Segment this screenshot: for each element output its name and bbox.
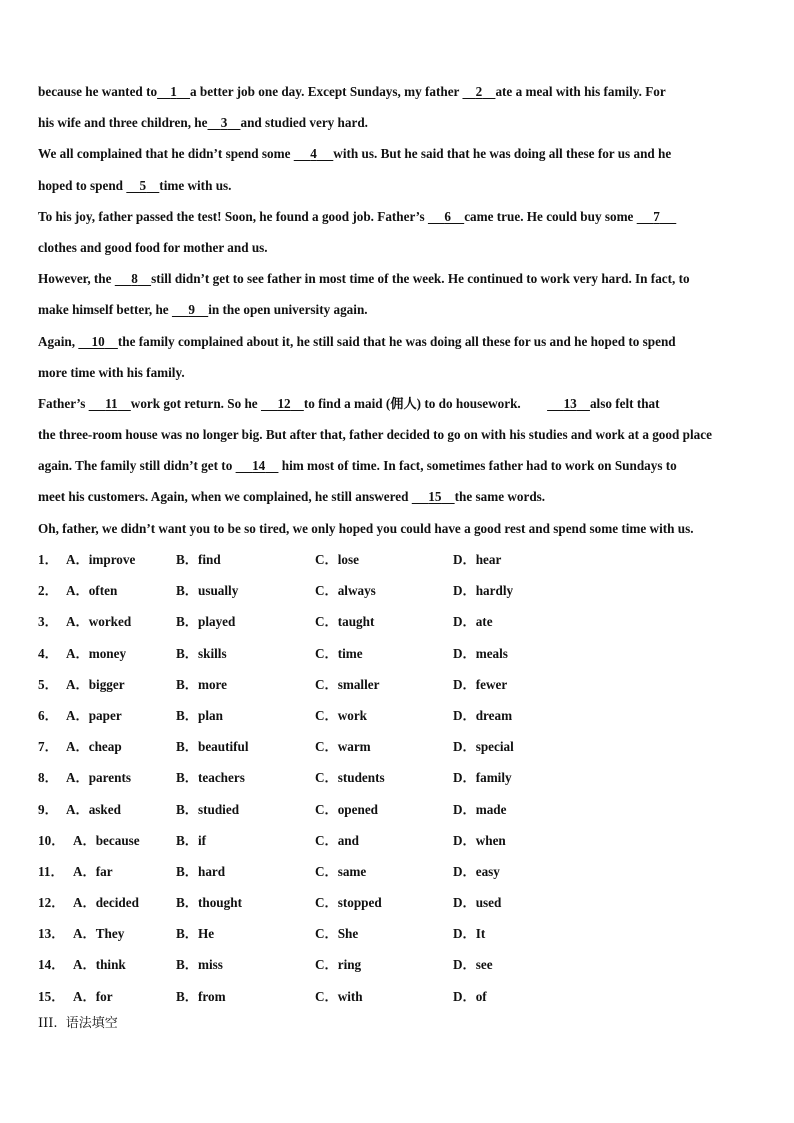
passage-text: him most of time. In fact, sometimes father had to work on Sundays to (278, 458, 677, 474)
question-number: 14． (38, 957, 65, 973)
option-d[interactable]: D．used (453, 895, 502, 911)
question-number: 6． (38, 707, 58, 723)
option-a[interactable]: A．asked (66, 801, 121, 817)
option-b[interactable]: B．teachers (176, 770, 245, 786)
passage-line (38, 268, 758, 299)
option-b[interactable]: B．beautiful (176, 739, 249, 755)
question-row (38, 643, 758, 674)
question-number: 9． (38, 801, 58, 817)
passage-text: clothes and good food for mother and us. (38, 239, 268, 255)
option-d[interactable]: D．family (453, 770, 512, 786)
passage-text: meet his customers. Again, when we complained, he still answered (38, 489, 412, 505)
question-number: 8． (38, 770, 58, 786)
passage-text: in the open university again. (208, 302, 368, 318)
question-row (38, 580, 758, 611)
passage-line (38, 206, 758, 237)
option-d[interactable]: D．It (453, 926, 486, 942)
passage-line (38, 486, 758, 517)
question-row (38, 767, 758, 798)
passage-text: more time with his family. (38, 364, 185, 380)
question-row (38, 986, 758, 1017)
option-a[interactable]: A．often (66, 583, 118, 599)
option-d[interactable]: D．made (453, 801, 507, 817)
question-number: 11． (38, 863, 64, 879)
question-row (38, 799, 758, 830)
passage-text: Oh, father, we didn’t want you to be so tired, we only hoped you could have a good rest and spend some time with us. (38, 520, 694, 536)
option-b[interactable]: B．hard (176, 863, 226, 879)
option-b[interactable]: B．more (176, 676, 228, 692)
blank-15[interactable]: 15 (428, 489, 442, 505)
option-d[interactable]: D．dream (453, 707, 513, 723)
blank-13[interactable]: 13 (563, 395, 577, 411)
passage-line (38, 112, 758, 143)
passage-text: because he wanted to (38, 84, 158, 99)
option-a[interactable]: A．think (73, 957, 126, 973)
blank-5[interactable]: 5 (139, 177, 147, 193)
option-a[interactable]: A．far (73, 863, 113, 879)
passage-text: came true. He could buy some (464, 208, 637, 224)
passage-text: time with us. (159, 177, 232, 193)
passage-text: ate a meal with his family. For (495, 84, 666, 99)
blank-10[interactable]: 10 (91, 333, 105, 349)
option-c[interactable]: C．with (315, 988, 363, 1004)
option-a[interactable]: A．bigger (66, 676, 125, 692)
option-b[interactable]: B．find (176, 552, 221, 567)
passage-text: make himself better, he (38, 302, 172, 318)
question-row (38, 830, 758, 861)
passage-text: to find a maid (佣人) to do housework. (303, 395, 548, 411)
passage-text: Again, (38, 333, 79, 349)
passage-text: work got return. So he (130, 395, 261, 411)
option-c[interactable]: C．taught (315, 614, 375, 630)
question-row (38, 861, 758, 892)
passage-line (38, 175, 758, 206)
option-c[interactable]: C．same (315, 863, 367, 879)
passage-text: still didn’t get to see father in most time of the week. He continued to work very hard. In fact, to (151, 271, 690, 287)
question-number: 15． (38, 988, 65, 1004)
option-b[interactable]: B．studied (176, 801, 240, 817)
option-d[interactable]: D．when (453, 832, 506, 848)
option-c[interactable]: C．always (315, 583, 376, 599)
question-number: 12． (38, 895, 65, 911)
option-a[interactable]: A．because (73, 832, 140, 848)
option-b[interactable]: B．He (176, 926, 215, 942)
blank-3[interactable]: 3 (220, 115, 228, 131)
option-a[interactable]: A．parents (66, 770, 131, 786)
passage-line (38, 518, 758, 549)
question-number: 4． (38, 645, 58, 661)
question-row (38, 705, 758, 736)
cloze-passage (38, 81, 758, 549)
passage-text: We all complained that he didn’t spend some (38, 146, 294, 162)
option-a[interactable]: A．They (73, 926, 125, 942)
passage-text: the family complained about it, he still said that he was doing all these for us and he hoped to spend (117, 333, 676, 349)
passage-line (38, 237, 758, 268)
option-b[interactable]: B．skills (176, 645, 227, 661)
answer-options (38, 549, 758, 1017)
option-c[interactable]: C．smaller (315, 676, 380, 692)
option-c[interactable]: C．students (315, 770, 385, 786)
option-b[interactable]: B．plan (176, 707, 223, 723)
question-row (38, 674, 758, 705)
question-row (38, 923, 758, 954)
blank-14[interactable]: 14 (252, 458, 266, 474)
option-c[interactable]: C．She (315, 926, 359, 942)
option-d[interactable]: D．hear (453, 552, 502, 567)
section-heading: III. 语法填空 (38, 1016, 118, 1031)
passage-line (38, 299, 758, 330)
passage-text: the three-room house was no longer big. But after that, father decided to go on with his studies and work at a good place (38, 427, 712, 443)
option-a[interactable]: A．improve (66, 552, 136, 567)
passage-text: a better job one day. Except Sundays, my father (190, 84, 463, 99)
question-row (38, 611, 758, 642)
option-c[interactable]: C．stopped (315, 895, 382, 911)
blank-11[interactable]: 11 (105, 395, 118, 411)
passage-text: the same words. (454, 489, 546, 505)
option-a[interactable]: A．paper (66, 707, 122, 723)
option-c[interactable]: C．ring (315, 957, 362, 973)
option-d[interactable]: D．of (453, 988, 487, 1004)
passage-text: also felt that (589, 395, 660, 411)
option-a[interactable]: A．for (73, 988, 113, 1004)
option-c[interactable]: C．warm (315, 739, 371, 755)
blank-12[interactable]: 12 (277, 395, 291, 411)
passage-line (38, 143, 758, 174)
option-d[interactable]: D．easy (453, 863, 500, 879)
option-c[interactable]: C．lose (315, 552, 359, 567)
question-number: 2． (38, 583, 58, 599)
blank-7[interactable]: 7 (653, 208, 660, 224)
option-a[interactable]: A．cheap (66, 739, 122, 755)
option-b[interactable]: B．if (176, 832, 207, 848)
passage-text: with us. But he said that he was doing all these for us and he (333, 146, 672, 162)
question-number: 3． (38, 614, 58, 630)
question-number: 13． (38, 926, 65, 942)
passage-line (38, 362, 758, 393)
question-number: 10． (38, 832, 65, 848)
option-b[interactable]: B．miss (176, 957, 223, 973)
option-a[interactable]: A．money (66, 645, 127, 661)
blank-9[interactable]: 9 (188, 302, 196, 318)
option-b[interactable]: B．played (176, 614, 236, 630)
passage-line (38, 455, 758, 486)
option-c[interactable]: C．opened (315, 801, 379, 817)
passage-text: However, the (38, 271, 115, 287)
passage-text: To his joy, father passed the test! Soon, he found a good job. Father’s (38, 208, 428, 224)
passage-text: hoped to spend (38, 177, 127, 193)
question-row (38, 549, 758, 580)
passage-text: and studied very hard. (240, 115, 368, 131)
passage-text: Father’s (38, 395, 89, 411)
option-c[interactable]: C．and (315, 832, 359, 848)
passage-line (38, 81, 758, 112)
option-b[interactable]: B．from (176, 988, 226, 1004)
blank-2[interactable]: 2 (475, 84, 483, 99)
passage-text: again. The family still didn’t get to (38, 458, 236, 474)
passage-line (38, 424, 758, 455)
option-d[interactable]: D．special (453, 739, 514, 755)
question-number: 5． (38, 676, 58, 692)
question-row (38, 954, 758, 985)
passage-line (38, 393, 758, 424)
option-d[interactable]: D．fewer (453, 676, 508, 692)
passage-text: his wife and three children, he (38, 115, 208, 131)
option-b[interactable]: B．thought (176, 895, 242, 911)
option-d[interactable]: D．ate (453, 614, 493, 630)
option-d[interactable]: D．meals (453, 645, 508, 661)
option-c[interactable]: C．time (315, 645, 363, 661)
question-number: 1． (38, 552, 58, 567)
question-row (38, 736, 758, 767)
option-d[interactable]: D．see (453, 957, 493, 973)
option-b[interactable]: B．usually (176, 583, 239, 599)
option-a[interactable]: A．worked (66, 614, 132, 630)
passage-line (38, 331, 758, 362)
blank-1[interactable]: 1 (170, 84, 177, 99)
option-a[interactable]: A．decided (73, 895, 139, 911)
blank-8[interactable]: 8 (131, 271, 138, 287)
question-row (38, 892, 758, 923)
blank-6[interactable]: 6 (444, 208, 451, 224)
option-c[interactable]: C．work (315, 707, 368, 723)
option-d[interactable]: D．hardly (453, 583, 514, 599)
blank-4[interactable]: 4 (310, 146, 317, 162)
question-number: 7． (38, 739, 58, 755)
